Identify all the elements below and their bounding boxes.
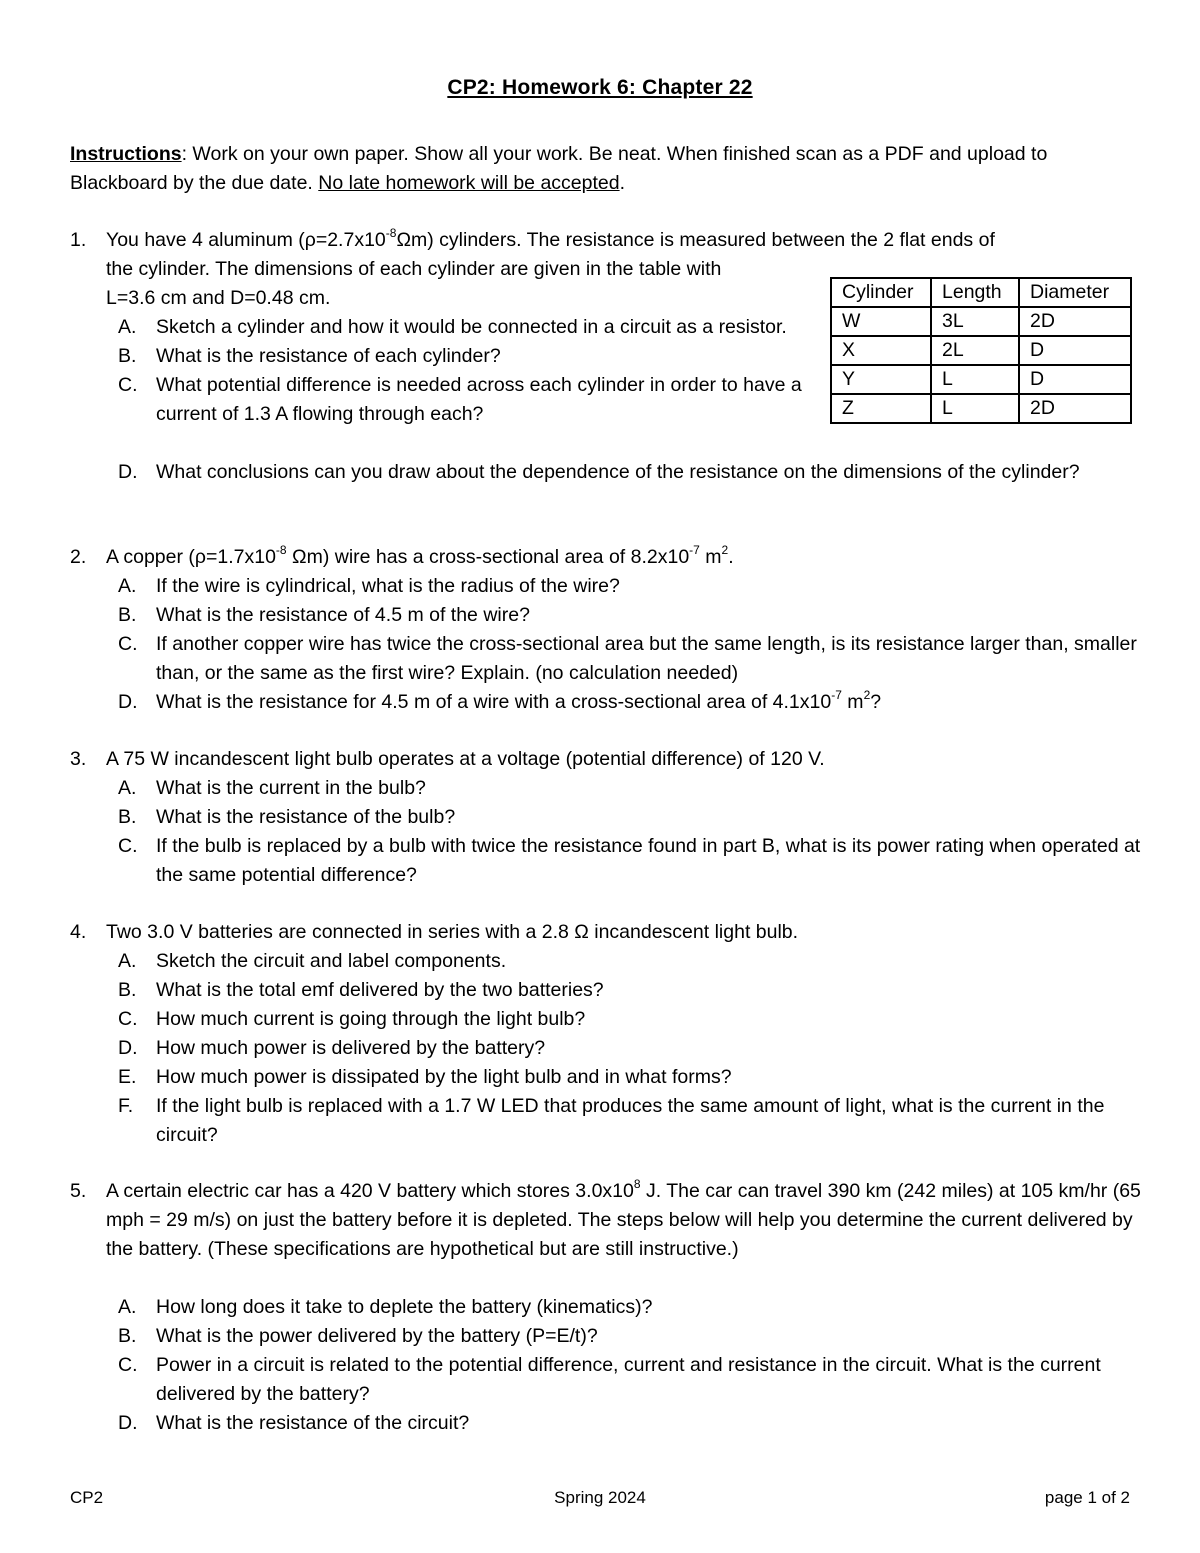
question-stem: You have 4 aluminum $(\rho=2.7x10^{-8}\Omega m)$ cylinders. The resistance is measured between the 2 flat ends of the cylinder. The dimensions of each cylinder are given in the table with L=3.6 cm and D=0.48 cm. — [106, 225, 995, 309]
part-b: B. What is the total emf delivered by the two batteries? — [118, 979, 604, 1001]
table-cell: 2D — [1019, 307, 1131, 336]
footer-page-number: page 1 of 2 — [1044, 1488, 1130, 1507]
part-a: A. If the wire is cylindrical, what is the radius of the wire? — [118, 575, 620, 597]
question-stem: A 75 W incandescent light bulb operates at a voltage (potential difference) of 120 V. — [106, 748, 825, 770]
part-d: D. How much power is delivered by the battery? — [118, 1037, 546, 1059]
question-stem: A copper ($\rho=1.7x10^{-8}$ Ωm) wire has a cross-sectional area of $8.2x10^{-7}$ $m^2$. — [106, 542, 734, 568]
question-parts — [118, 313, 818, 429]
question-number: 3. — [70, 748, 87, 770]
question-number: 5. — [70, 1180, 87, 1202]
table-cell: D — [1019, 336, 1131, 365]
column-header: Diameter — [1019, 278, 1131, 307]
part-d: D. What is the resistance of the circuit? — [118, 1412, 470, 1434]
footer-term: Spring 2024 — [554, 1488, 646, 1507]
page-title: CP2: Homework 6: Chapter 22 — [447, 76, 753, 99]
part-a: A. Sketch a cylinder and how it would be connected in a circuit as a resistor. — [118, 316, 787, 338]
table-cell: L — [931, 365, 1019, 394]
question-stem: Two 3.0 V batteries are connected in series with a 2.8 Ω incandescent light bulb. — [106, 921, 799, 943]
question-parts-cont — [118, 458, 1148, 487]
part-c: C. Power in a circuit is related to the potential difference, current and resistance in the circuit. What is the current delivered by the battery? — [118, 1354, 1101, 1405]
part-a: A. How long does it take to deplete the battery (kinematics)? — [118, 1296, 653, 1318]
table-cell: D — [1019, 365, 1131, 394]
part-e: E. How much power is dissipated by the light bulb and in what forms? — [118, 1066, 732, 1088]
cylinder-table — [830, 277, 1132, 424]
part-f: F. If the light bulb is replaced with a 1.7 W LED that produces the same amount of light, what is the current in the circuit? — [118, 1095, 1105, 1146]
table-cell: Y — [831, 365, 931, 394]
part-b: B. What is the resistance of the bulb? — [118, 806, 456, 828]
table-row — [831, 365, 1131, 394]
column-header: Length — [931, 278, 1019, 307]
table-cell: L — [931, 394, 1019, 423]
part-b: B. What is the resistance of each cylinder? — [118, 345, 501, 367]
instructions — [70, 140, 1140, 198]
part-d: D. What is the resistance for 4.5 m of a wire with a cross-sectional area of $4.1x10^{-7}$ $m^2$? — [118, 687, 882, 713]
part-c: C. What potential difference is needed across each cylinder in order to have a current of 1.3 A flowing through each? — [118, 374, 802, 425]
question-parts — [118, 572, 1148, 717]
late-policy: No late homework will be accepted — [318, 172, 620, 194]
part-a: A. Sketch the circuit and label components. — [118, 950, 507, 972]
question-parts — [118, 947, 1148, 1150]
question-number: 2. — [70, 546, 87, 568]
part-c: C. If the bulb is replaced by a bulb with twice the resistance found in part B, what is its power rating when operated at the same potential difference? — [118, 835, 1141, 886]
part-c: C. How much current is going through the light bulb? — [118, 1008, 586, 1030]
part-d: D. What conclusions can you draw about the dependence of the resistance on the dimensions of the cylinder? — [118, 461, 1080, 483]
instructions-label: Instructions — [70, 143, 182, 165]
table-cell: W — [831, 307, 931, 336]
question-stem: A certain electric car has a 420 V battery which stores $3.0x10^8$ J. The car can travel 390 km (242 miles) at 105 km/hr (65 mph = 29 m/s) on just the battery before it is depleted. The steps below will help you determine the current delivered by the battery. (These specifications are hypothetical but are still instructive.) — [106, 1176, 1141, 1260]
table-cell: Z — [831, 394, 931, 423]
question-parts — [118, 774, 1148, 890]
table-cell: X — [831, 336, 931, 365]
table-row — [831, 394, 1131, 423]
table-cell: 3L — [931, 307, 1019, 336]
table-cell: 2L — [931, 336, 1019, 365]
table-cell: 2D — [1019, 394, 1131, 423]
instructions-text: : Work on your own paper. Show all your work. Be neat. When finished scan as a PDF and upload to Blackboard by the due date. — [70, 143, 1048, 194]
part-b: B. What is the resistance of 4.5 m of the wire? — [118, 604, 530, 626]
footer-course: CP2 — [70, 1488, 104, 1507]
part-b: B. What is the power delivered by the battery (P=E/t)? — [118, 1325, 598, 1347]
table-row — [831, 307, 1131, 336]
instructions-end: . — [619, 172, 626, 194]
table-row — [831, 336, 1131, 365]
question-number: 4. — [70, 921, 87, 943]
part-c: C. If another copper wire has twice the cross-sectional area but the same length, is its resistance larger than, smaller than, or the same as the first wire? Explain. (no calculation needed) — [118, 633, 1137, 684]
question-parts — [118, 1293, 1148, 1438]
question-number: 1. — [70, 229, 87, 251]
part-a: A. What is the current in the bulb? — [118, 777, 426, 799]
column-header: Cylinder — [831, 278, 931, 307]
table-header-row — [831, 278, 1131, 307]
